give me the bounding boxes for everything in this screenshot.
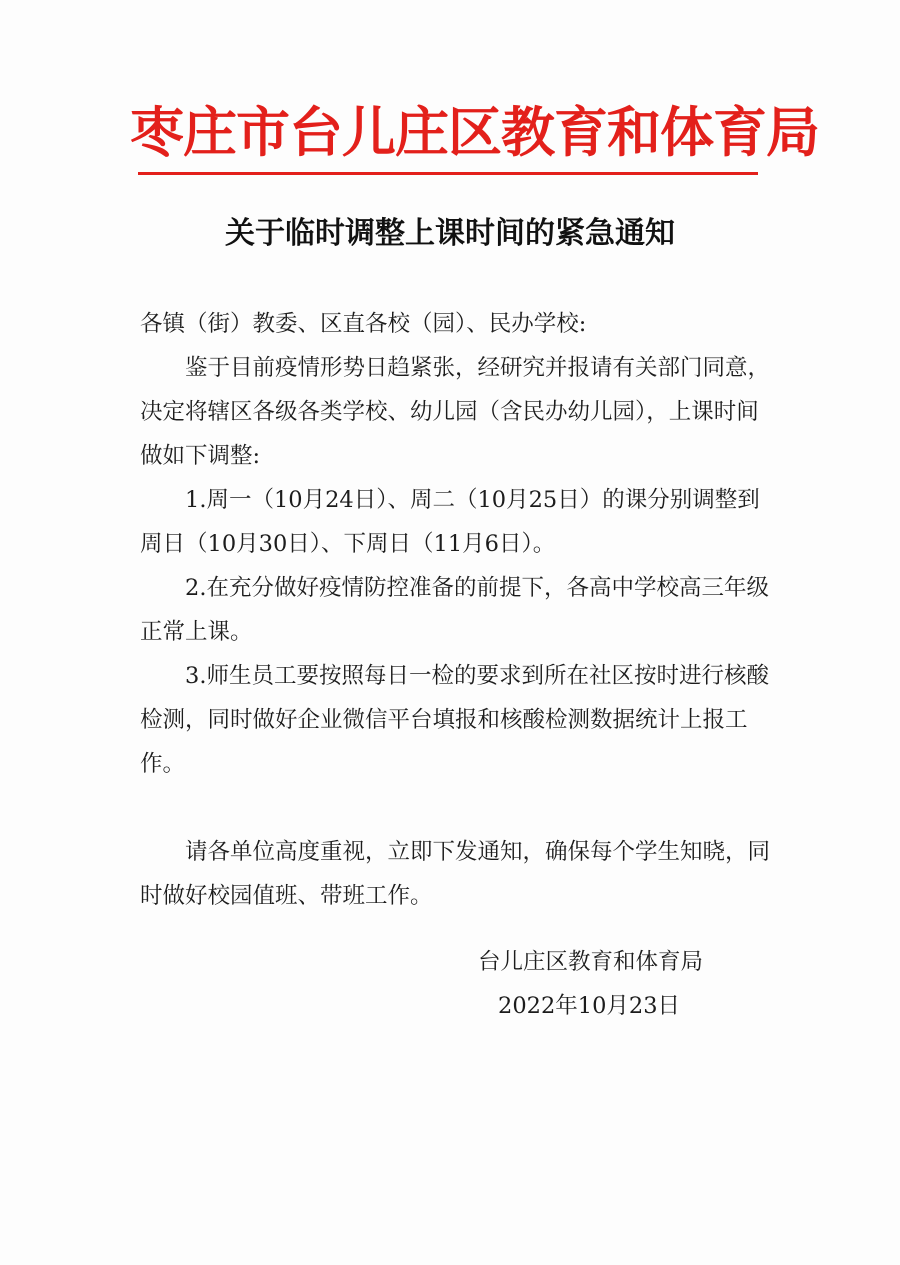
closing-paragraph: 请各单位高度重视，立即下发通知，确保每个学生知晓，同时做好校园值班、带班工作。 [140, 839, 771, 909]
letterhead-divider [138, 172, 758, 175]
signature-organization: 台儿庄区教育和体育局 [478, 949, 704, 975]
signature-block [470, 940, 730, 1028]
issuer-letterhead: 枣庄市台儿庄区教育和体育局 [130, 101, 819, 164]
notice-body [140, 302, 780, 918]
item-3: 3.师生员工要按照每日一检的要求到所在社区按时进行核酸检测，同时做好企业微信平台填报和核酸检测数据统计上报工作。 [140, 663, 769, 777]
intro-paragraph: 鉴于目前疫情形势日趋紧张，经研究并报请有关部门同意，决定将辖区各级各类学校、幼儿园（含民办幼儿园），上课时间做如下调整: [140, 355, 771, 469]
notice-title: 关于临时调整上课时间的紧急通知 [225, 216, 675, 251]
item-2: 2.在充分做好疫情防控准备的前提下，各高中学校高三年级正常上课。 [140, 575, 769, 645]
salutation: 各镇（街）教委、区直各校（园）、民办学校: [140, 311, 587, 337]
signature-date: 2022年10月23日 [498, 993, 681, 1019]
paragraph-gap [140, 786, 780, 830]
item-1: 1.周一（10月24日）、周二（10月25日）的课分别调整到周日（10月30日）、下周日（11月6日）。 [140, 487, 760, 557]
